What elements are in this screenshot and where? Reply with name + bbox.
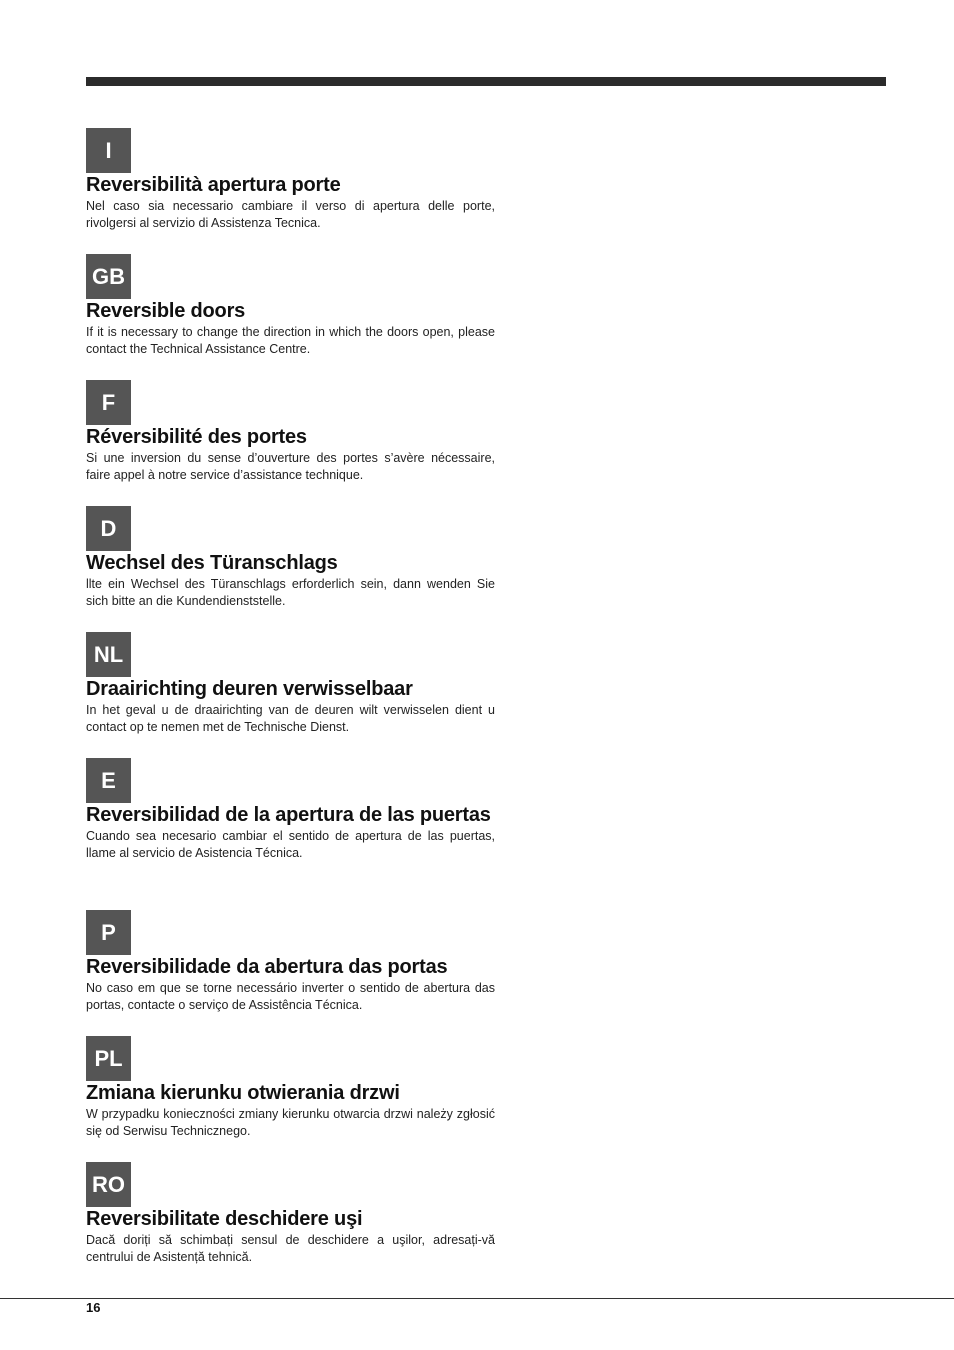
section-heading: Reversibilitate deschidere uşi [86, 1208, 363, 1230]
section-heading: Reversibilità apertura porte [86, 174, 341, 196]
section-heading: Zmiana kierunku otwierania drzwi [86, 1082, 400, 1104]
section-e [86, 758, 495, 910]
section-body: Cuando sea necesario cambiar el sentido de apertura de las puertas, llame al servicio de Asistencia Técnica. [86, 829, 495, 860]
section-heading: Reversibilidad de la apertura de las puertas [86, 804, 491, 826]
page-number: 16 [86, 1300, 101, 1315]
section-body: llte ein Wechsel des Türanschlags erforderlich sein, dann wenden Sie sich bitte an die Kundendienststelle. [86, 577, 495, 608]
section-gb [86, 254, 495, 380]
section-body: Si une inversion du sense d’ouverture des portes s’avère nécessaire, faire appel à notre service d’assistance technique. [86, 451, 495, 482]
language-badge: PL [86, 1036, 131, 1081]
section-i [86, 128, 495, 254]
section-p [86, 910, 495, 1036]
language-badge: E [86, 758, 131, 803]
language-badge: P [86, 910, 131, 955]
language-badge: I [86, 128, 131, 173]
section-f [86, 380, 495, 506]
top-rule [86, 77, 886, 86]
language-badge: RO [86, 1162, 131, 1207]
sections-list [86, 128, 495, 1288]
section-pl [86, 1036, 495, 1162]
section-heading: Wechsel des Türanschlags [86, 552, 338, 574]
language-badge: D [86, 506, 131, 551]
section-d [86, 506, 495, 632]
section-body: If it is necessary to change the direction in which the doors open, please contact the Technical Assistance Centre. [86, 325, 495, 356]
section-body: In het geval u de draairichting van de deuren wilt verwisselen dient u contact op te nemen met de Technische Dienst. [86, 703, 495, 734]
section-heading: Reversible doors [86, 300, 246, 322]
section-body: W przypadku konieczności zmiany kierunku otwarcia drzwi należy zgłosić się od Serwisu Technicznego. [86, 1107, 495, 1138]
section-ro [86, 1162, 495, 1288]
language-badge: GB [86, 254, 131, 299]
language-badge: NL [86, 632, 131, 677]
section-nl [86, 632, 495, 758]
section-heading: Draairichting deuren verwisselbaar [86, 678, 413, 700]
section-body: No caso em que se torne necessário inverter o sentido de abertura das portas, contacte o serviço de Assistência Técnica. [86, 981, 495, 1012]
section-heading: Réversibilité des portes [86, 426, 307, 448]
section-heading: Reversibilidade da abertura das portas [86, 956, 448, 978]
language-badge: F [86, 380, 131, 425]
footer-rule [0, 1298, 954, 1299]
section-body: Nel caso sia necessario cambiare il verso di apertura delle porte, rivolgersi al servizio di Assistenza Tecnica. [86, 199, 495, 230]
section-body: Dacă doriți să schimbați sensul de deschidere a uşilor, adresați-vă centrului de Asistență tehnică. [86, 1233, 495, 1264]
